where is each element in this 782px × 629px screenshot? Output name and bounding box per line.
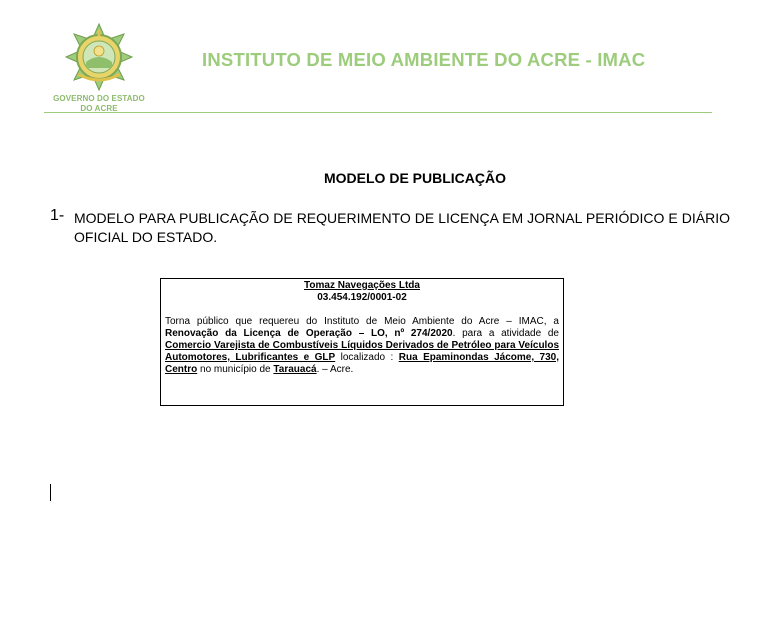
government-label-line2: DO ACRE xyxy=(80,104,118,113)
publication-activity: Comercio Varejista de Combustíveis Líquidos Derivados de Petróleo para Veículos Automotores, Lubrificantes e GLP xyxy=(165,340,559,363)
institute-title: INSTITUTO DE MEIO AMBIENTE DO ACRE - IMAC xyxy=(202,49,646,70)
list-item-text: MODELO PARA PUBLICAÇÃO DE REQUERIMENTO DE LICENÇA EM JORNAL PERIÓDICO E DIÁRIO OFICIAL DO ESTADO. xyxy=(74,210,730,245)
publication-ending: . – Acre. xyxy=(316,364,354,375)
publication-intro: Torna público que requereu do Instituto de Meio Ambiente do Acre – IMAC, a xyxy=(165,316,559,327)
publication-license: Renovação da Licença de Operação – LO, nº 274/2020 xyxy=(165,328,453,339)
government-label xyxy=(44,94,154,114)
publication-municipality-label: no município de xyxy=(197,364,274,375)
publication-mid: . para a atividade de xyxy=(452,328,559,339)
government-label-line1: GOVERNO DO ESTADO xyxy=(53,94,145,103)
list-item-number: 1- xyxy=(50,207,65,224)
publication-located-label: localizado : xyxy=(335,352,399,363)
header-divider xyxy=(44,112,712,113)
publication-box xyxy=(160,278,564,406)
publication-cnpj: 03.454.192/0001-02 xyxy=(317,292,407,303)
acre-coat-of-arms-icon xyxy=(64,22,134,92)
state-seal xyxy=(64,22,134,92)
publication-municipality: Tarauacá xyxy=(273,364,317,375)
document-title: MODELO DE PUBLICAÇÃO xyxy=(324,170,506,186)
publication-body xyxy=(165,316,559,376)
publication-company: Tomaz Navegações Ltda xyxy=(304,280,420,291)
publication-address: Rua Epaminondas Jácome, 730, Centro xyxy=(165,352,559,375)
text-cursor[interactable] xyxy=(50,484,51,501)
